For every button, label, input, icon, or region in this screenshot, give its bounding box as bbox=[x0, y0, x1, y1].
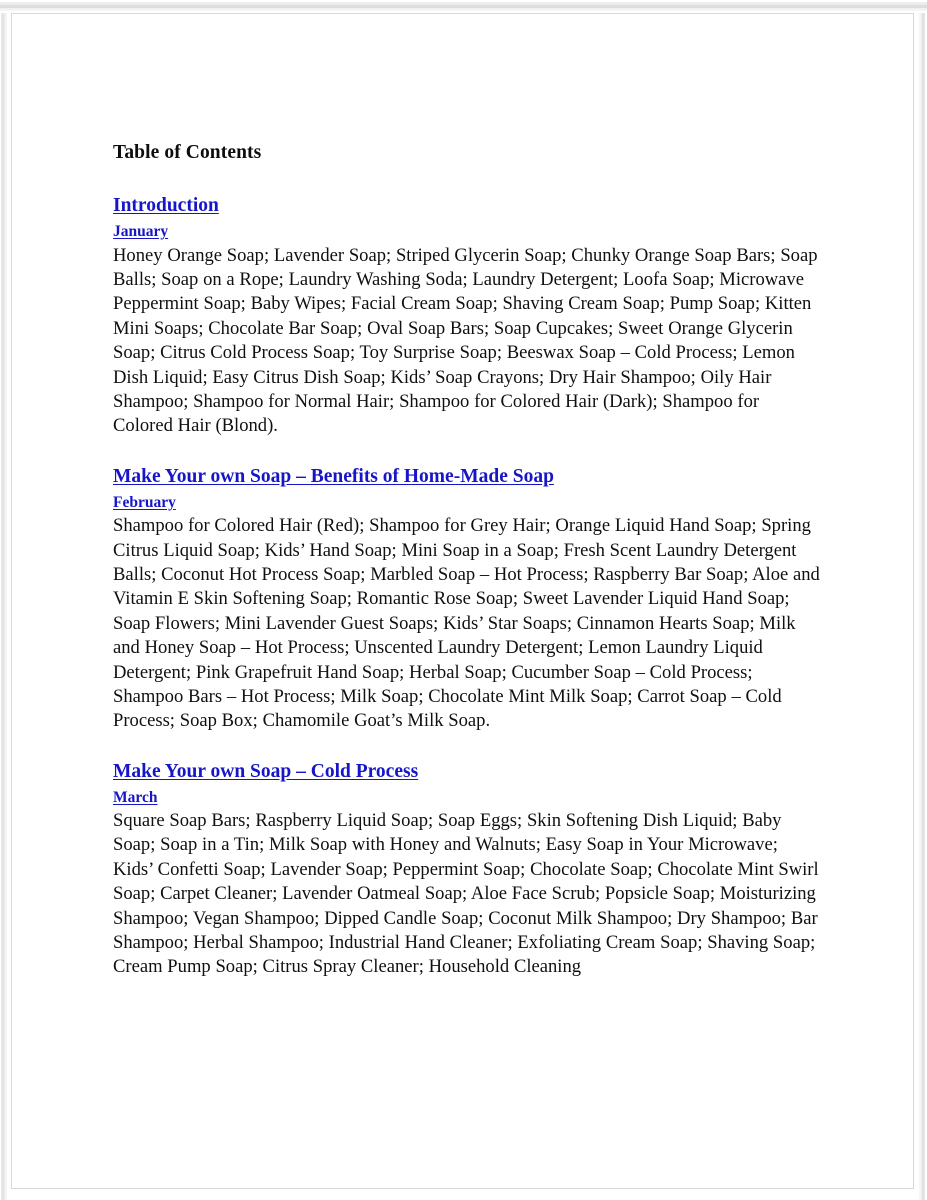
viewer-frame-left bbox=[0, 13, 11, 1200]
toc-item-list-february: Shampoo for Colored Hair (Red); Shampoo for Grey Hair; Orange Liquid Hand Soap; Spring Citrus Liquid Soap; Kids’ Hand Soap; Mini Soap in a Soap; Fresh Scent Laundry Detergent Balls; Coconut Hot Process Soap; Marbled Soap – Hot Process; Raspberry Bar Soap; Aloe and Vitamin E Skin Softening Soap; Romantic Rose Soap; Sweet Lavender Liquid Hand Soap; Soap Flowers; Mini Lavender Guest Soaps; Kids’ Star Soaps; Cinnamon Hearts Soap; Milk and Honey Soap – Hot Process; Unscented Laundry Detergent; Lemon Laundry Liquid Detergent; Pink Grapefruit Hand Soap; Herbal Soap; Cucumber Soap – Cold Process; Shampoo Bars – Hot Process; Milk Soap; Chocolate Mint Milk Soap; Carrot Soap – Cold Process; Soap Box; Chamomile Goat’s Milk Soap. bbox=[113, 515, 820, 732]
toc-entry-cold-process bbox=[113, 760, 820, 980]
toc-month-link-february[interactable]: February bbox=[113, 493, 176, 511]
toc-chapter-link-benefits-of-home-made-soap[interactable]: Make Your own Soap – Benefits of Home-Made Soap bbox=[113, 465, 554, 487]
section-spacer bbox=[113, 734, 820, 760]
document-page bbox=[11, 13, 914, 1189]
toc-item-list-march: Square Soap Bars; Raspberry Liquid Soap; Soap Eggs; Skin Softening Dish Liquid; Baby Soap; Soap in a Tin; Milk Soap with Honey and Walnuts; Easy Soap in Your Microwave; Kids’ Confetti Soap; Lavender Soap; Peppermint Soap; Chocolate Soap; Chocolate Mint Swirl Soap; Carpet Cleaner; Lavender Oatmeal Soap; Aloe Face Scrub; Popsicle Soap; Moisturizing Shampoo; Vegan Shampoo; Dipped Candle Soap; Coconut Milk Shampoo; Dry Shampoo; Bar Shampoo; Herbal Shampoo; Industrial Hand Cleaner; Exfoliating Cream Soap; Shaving Soap; Cream Pump Soap; Citrus Spray Cleaner; Household Cleaning bbox=[113, 810, 819, 978]
toc-item-list-january: Honey Orange Soap; Lavender Soap; Striped Glycerin Soap; Chunky Orange Soap Bars; Soap Balls; Soap on a Rope; Laundry Washing Soda; Laundry Detergent; Loofa Soap; Microwave Peppermint Soap; Baby Wipes; Facial Cream Soap; Shaving Cream Soap; Pump Soap; Kitten Mini Soaps; Chocolate Bar Soap; Oval Soap Bars; Soap Cupcakes; Sweet Orange Glycerin Soap; Citrus Cold Process Soap; Toy Surprise Soap; Beeswax Soap – Cold Process; Lemon Dish Liquid; Easy Citrus Dish Soap; Kids’ Soap Crayons; Dry Hair Shampoo; Oily Hair Shampoo; Shampoo for Normal Hair; Shampoo for Colored Hair (Dark); Shampoo for Colored Hair (Blond). bbox=[113, 244, 818, 437]
toc-chapter-link-introduction[interactable]: Introduction bbox=[113, 195, 219, 217]
viewer-frame-top bbox=[0, 0, 927, 13]
toc-entry-benefits-of-home-made-soap bbox=[113, 465, 820, 734]
toc-month-link-march[interactable]: March bbox=[113, 788, 158, 806]
page-content bbox=[113, 141, 820, 980]
viewer-frame-right bbox=[915, 13, 927, 1200]
toc-entry-introduction bbox=[113, 194, 820, 438]
toc-chapter-link-cold-process[interactable]: Make Your own Soap – Cold Process bbox=[113, 760, 419, 782]
section-spacer bbox=[113, 439, 820, 465]
toc-month-link-january[interactable]: January bbox=[113, 223, 169, 241]
page-title: Table of Contents bbox=[113, 142, 262, 163]
